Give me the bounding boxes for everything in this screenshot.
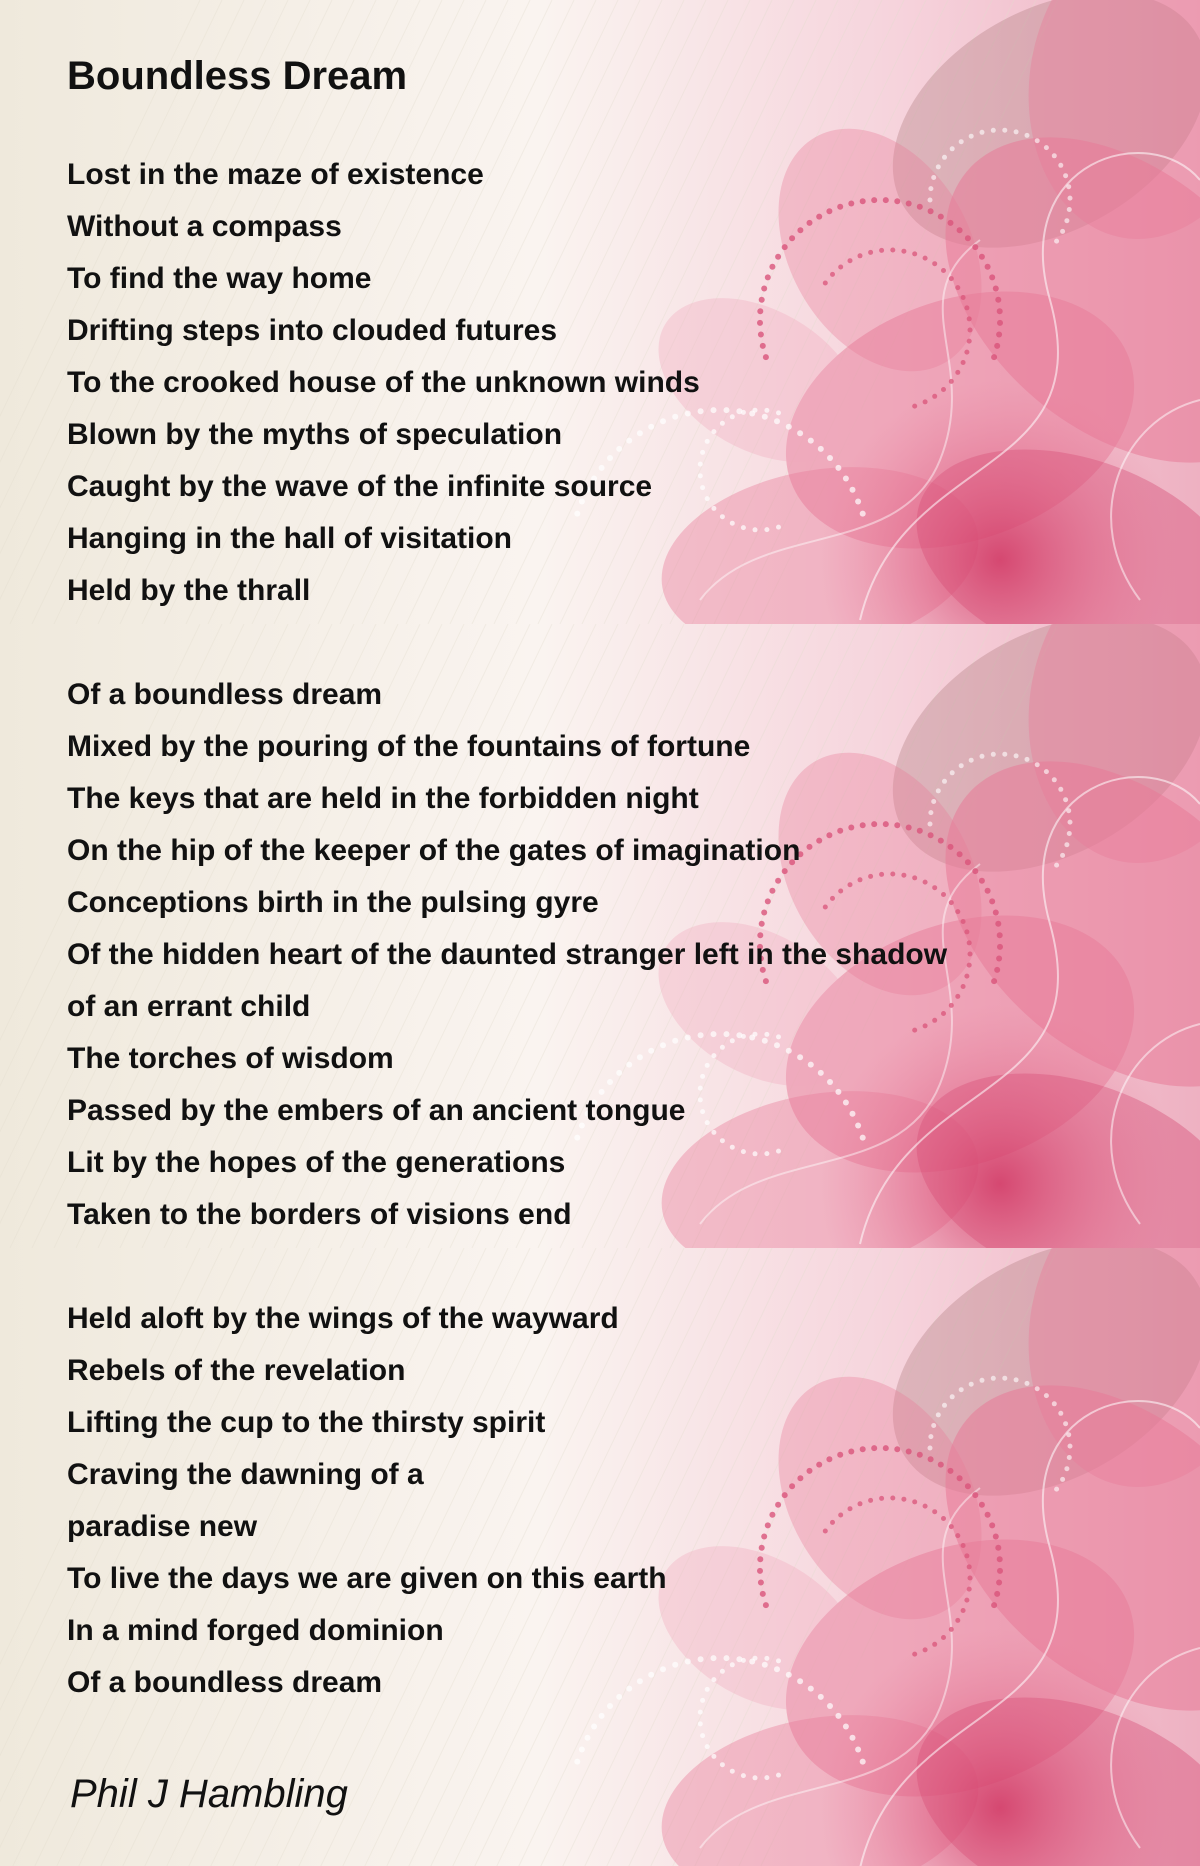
poem-line: To live the days we are given on this earth xyxy=(67,1562,667,1595)
poem-line: Lit by the hopes of the generations xyxy=(67,1146,566,1179)
poem-line: Passed by the embers of an ancient tongue xyxy=(67,1094,686,1127)
poem-line: To the crooked house of the unknown winds xyxy=(67,366,700,399)
poem-line: Held aloft by the wings of the wayward xyxy=(67,1302,619,1335)
poem-line: Lost in the maze of existence xyxy=(67,158,484,191)
poem-line: Craving the dawning of a xyxy=(67,1458,424,1491)
poem-line: Taken to the borders of visions end xyxy=(67,1198,572,1231)
poem-line: Conceptions birth in the pulsing gyre xyxy=(67,886,599,919)
poem-line: Held by the thrall xyxy=(67,574,311,607)
poem-line: Of a boundless dream xyxy=(67,1666,383,1699)
poem-line: Without a compass xyxy=(67,210,342,243)
poem-line: Of the hidden heart of the daunted stranger left in the shadow xyxy=(67,938,948,971)
poem-line: In a mind forged dominion xyxy=(67,1614,444,1647)
poem-line: To find the way home xyxy=(67,262,372,295)
poem-line: Rebels of the revelation xyxy=(67,1354,406,1387)
poem-line: of an errant child xyxy=(67,990,311,1023)
poem-line: Hanging in the hall of visitation xyxy=(67,522,513,555)
poem-line: Lifting the cup to the thirsty spirit xyxy=(67,1406,546,1439)
poem-line: Blown by the myths of speculation xyxy=(67,418,563,451)
poem-title: Boundless Dream xyxy=(67,54,408,98)
poem-line: The torches of wisdom xyxy=(67,1042,394,1075)
poem-line: The keys that are held in the forbidden night xyxy=(67,782,699,815)
poem-line: Of a boundless dream xyxy=(67,678,383,711)
poem-author: Phil J Hambling xyxy=(70,1772,348,1816)
poem-line: Mixed by the pouring of the fountains of fortune xyxy=(67,730,751,763)
poem-line: Drifting steps into clouded futures xyxy=(67,314,558,347)
poem-line: Caught by the wave of the infinite source xyxy=(67,470,653,503)
poem-line: On the hip of the keeper of the gates of imagination xyxy=(67,834,801,867)
poem-line: paradise new xyxy=(67,1510,258,1543)
